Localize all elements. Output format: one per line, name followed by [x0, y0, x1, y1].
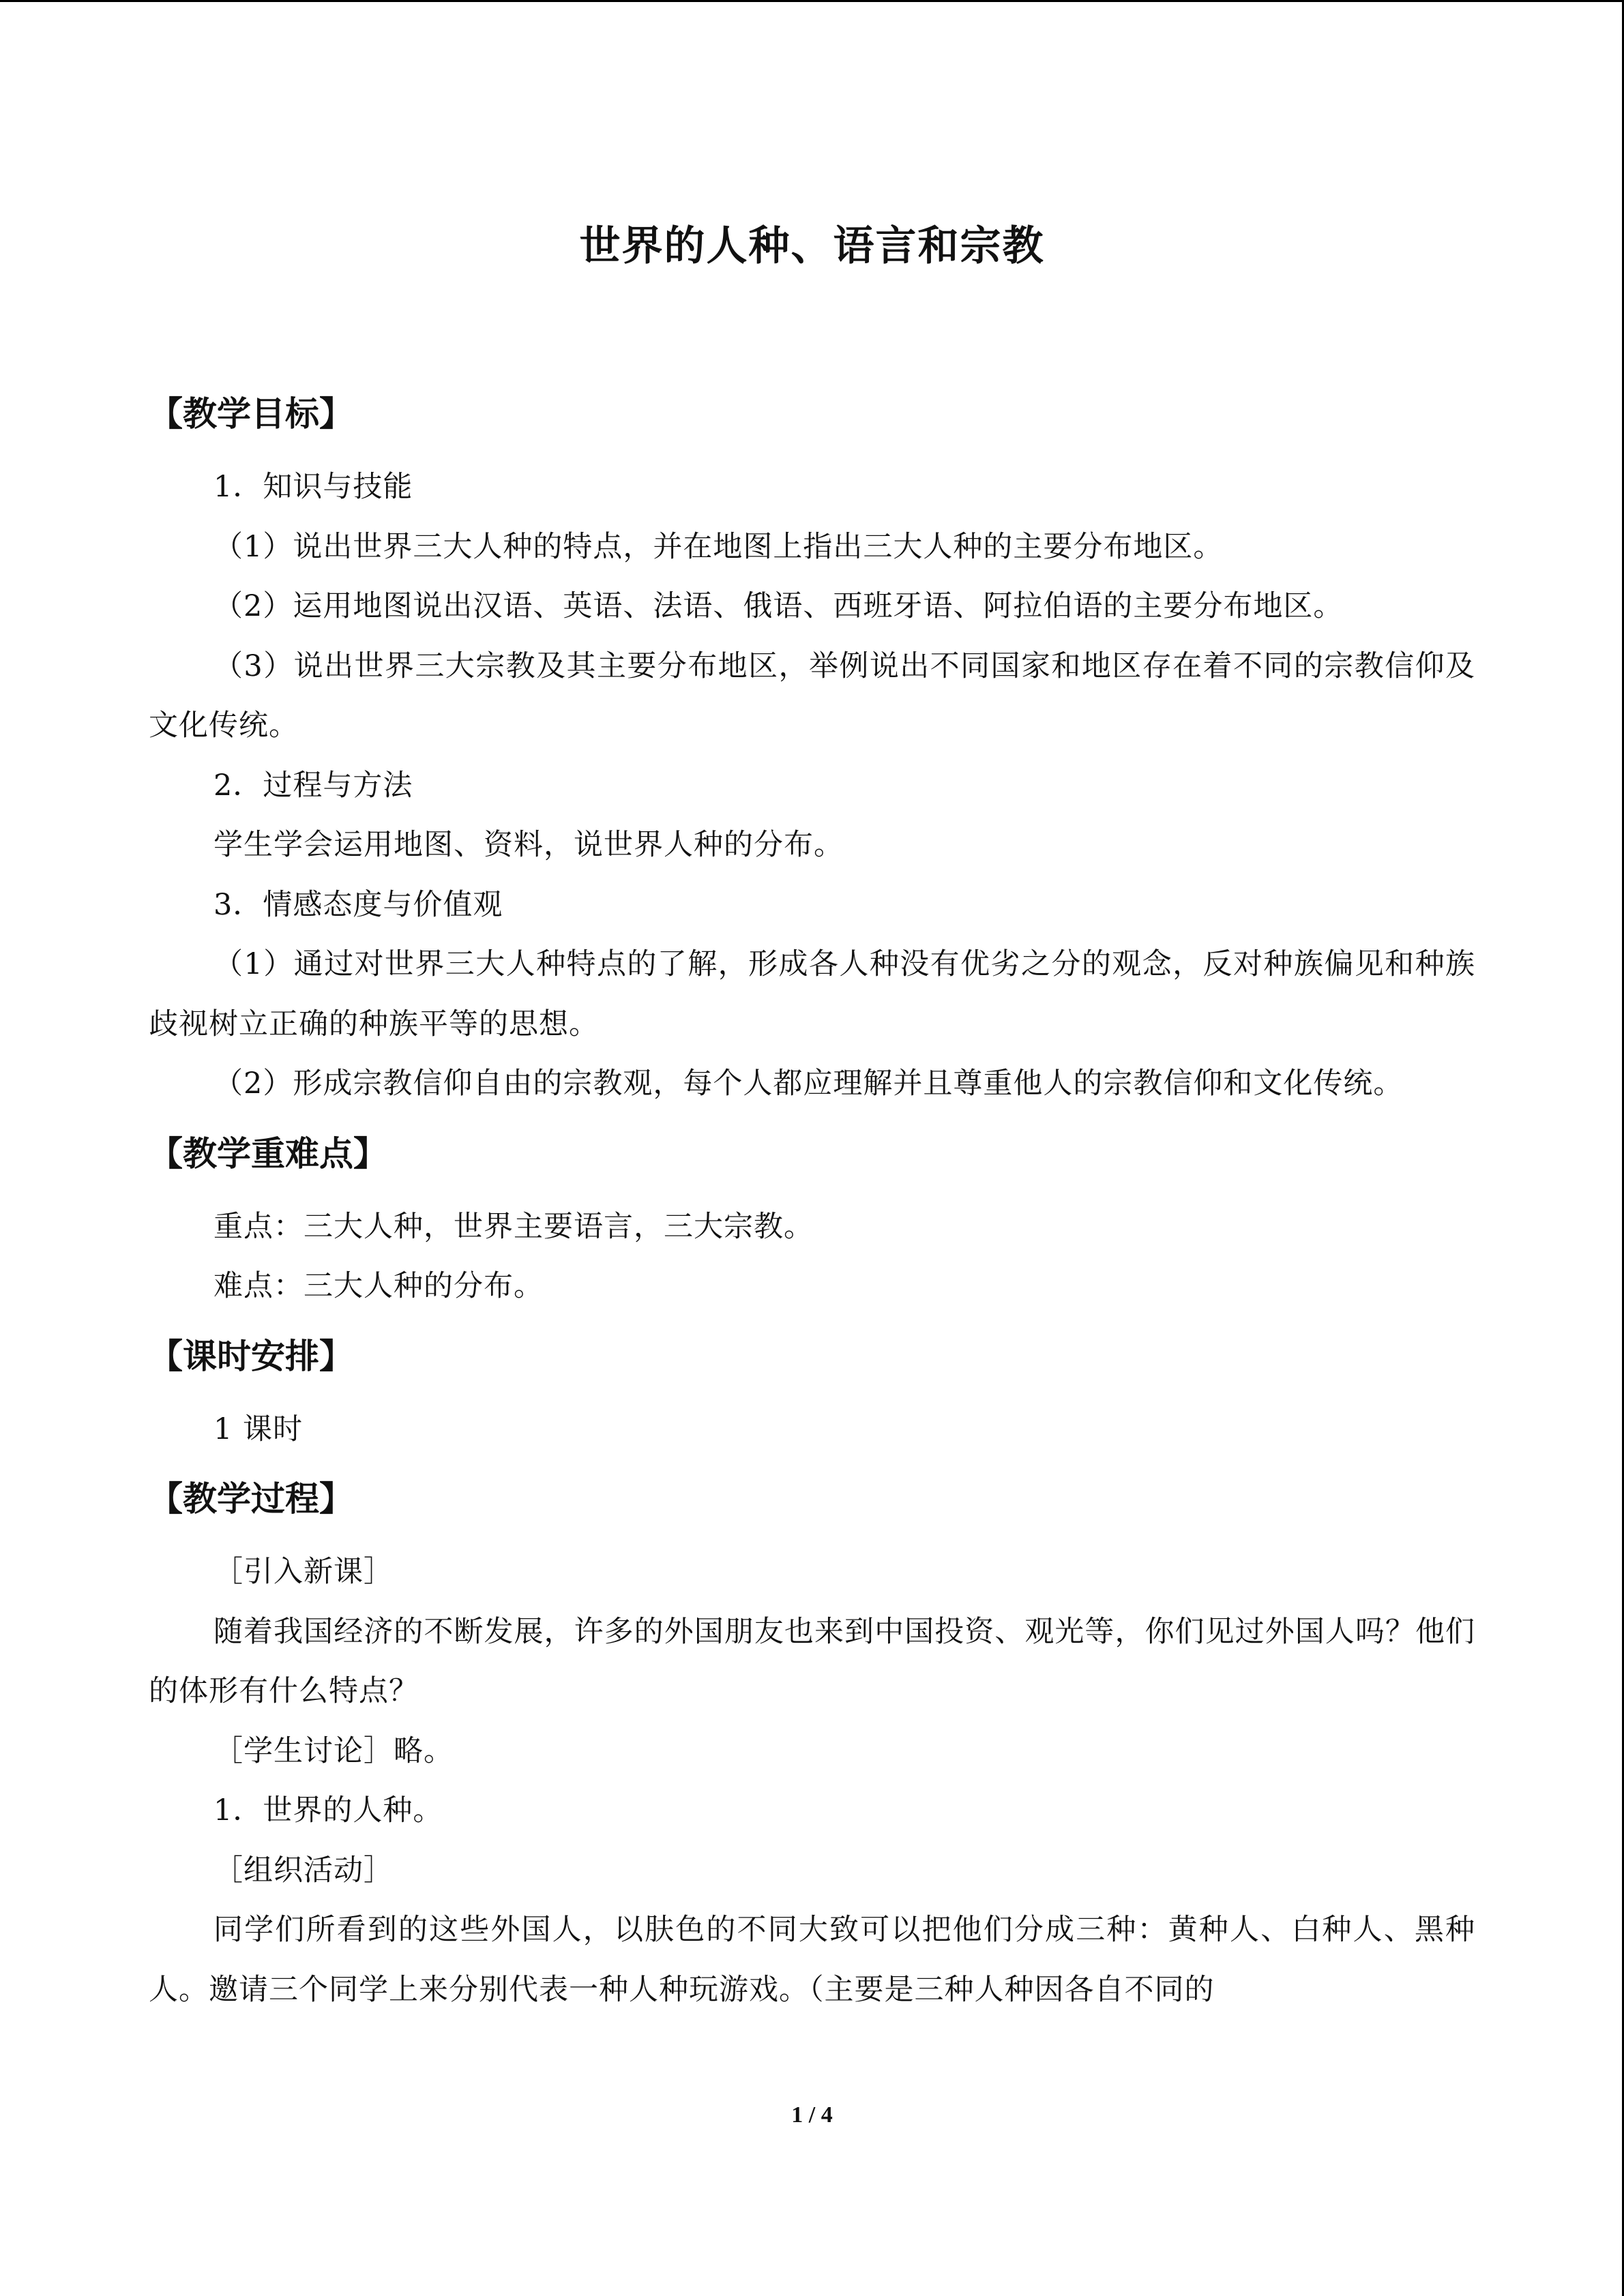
paragraph: 随着我国经济的不断发展，许多的外国朋友也来到中国投资、观光等，你们见过外国人吗？他们的体形有什么特点？ [149, 1614, 1475, 1708]
section-heading-key-points: 【教学重难点】 [149, 1133, 387, 1174]
page-number: 1 / 4 [791, 2102, 833, 2128]
paragraph: 2．过程与方法 [213, 768, 413, 803]
document-body [149, 384, 1475, 2020]
section-heading-teaching-process: 【教学过程】 [149, 1479, 353, 1519]
paragraph: 同学们所看到的这些外国人，以肤色的不同大致可以把他们分成三种：黄种人、白种人、黑种人。邀请三个同学上来分别代表一种人种玩游戏。（主要是三种人种因各自不同的 [149, 1913, 1475, 2007]
paragraph: 3．情感态度与价值观 [213, 887, 503, 922]
paragraph: （3）说出世界三大宗教及其主要分布地区，举例说出不同国家和地区存在着不同的宗教信仰及文化传统。 [149, 648, 1475, 743]
paragraph: ［组织活动］ [213, 1853, 394, 1888]
paragraph: ［引入新课］ [213, 1555, 394, 1589]
paragraph: （2）运用地图说出汉语、英语、法语、俄语、西班牙语、阿拉伯语的主要分布地区。 [213, 589, 1344, 623]
paragraph: 1．世界的人种。 [213, 1793, 443, 1828]
paragraph: （2）形成宗教信仰自由的宗教观，每个人都应理解并且尊重他人的宗教信仰和文化传统。 [213, 1067, 1404, 1101]
paragraph: 重点：三大人种，世界主要语言，三大宗教。 [213, 1209, 814, 1244]
document-title: 世界的人种、语言和宗教 [579, 222, 1045, 270]
section-heading-teaching-objectives: 【教学目标】 [149, 394, 353, 434]
paragraph: 1．知识与技能 [213, 470, 413, 504]
paragraph: （1）说出世界三大人种的特点，并在地图上指出三大人种的主要分布地区。 [213, 529, 1224, 564]
section-heading-schedule: 【课时安排】 [149, 1336, 353, 1376]
paragraph: 1 课时 [213, 1412, 304, 1446]
paragraph: （1）通过对世界三大人种特点的了解，形成各人种没有优劣之分的观念，反对种族偏见和种族歧视树立正确的种族平等的思想。 [149, 947, 1475, 1041]
paragraph: 难点：三大人种的分布。 [213, 1269, 544, 1303]
paragraph: ［学生讨论］略。 [213, 1733, 454, 1768]
paragraph: 学生学会运用地图、资料，说世界人种的分布。 [213, 828, 844, 862]
